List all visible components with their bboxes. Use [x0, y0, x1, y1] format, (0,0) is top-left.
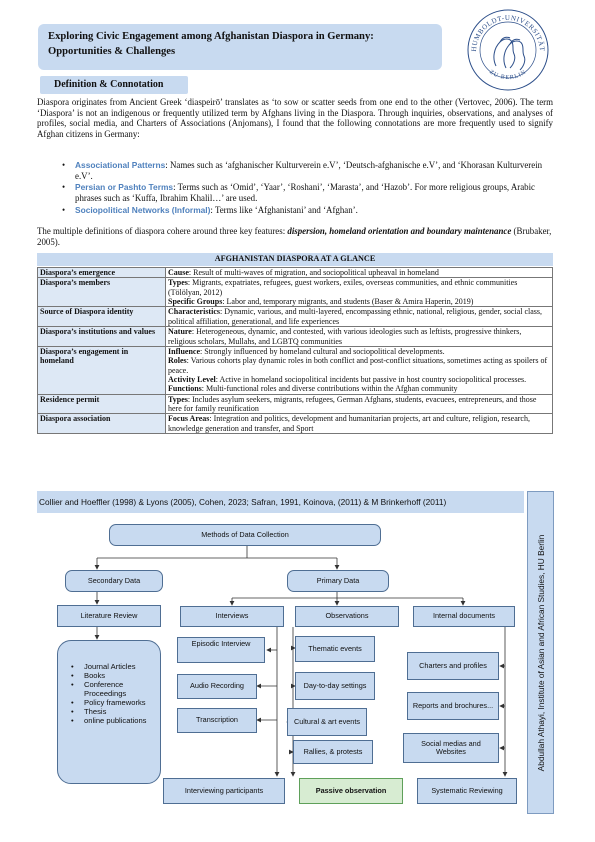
- table-row: [38, 414, 553, 434]
- term-label: Associational Patterns: [75, 160, 166, 170]
- literature-review-node: Literature Review: [57, 605, 161, 627]
- title-line-2: Opportunities & Challenges: [48, 45, 176, 57]
- passive-observation-node: Passive observation: [299, 778, 403, 804]
- row-value: Cause: Result of multi-waves of migration, and sociopolitical upheaval in homeland: [166, 268, 553, 278]
- methods-diagram: [37, 514, 524, 816]
- table-row: [38, 268, 553, 278]
- transcription-node: Transcription: [177, 708, 257, 733]
- list-item: • Books: [84, 672, 156, 681]
- outro-paragraph: [37, 226, 553, 247]
- row-key: Diaspora association: [38, 414, 166, 434]
- term-text: : Terms like ‘Afghanistani’ and ‘Afghan’.: [210, 204, 358, 215]
- title-line-1: Exploring Civic Engagement among Afghanistan Diaspora in Germany:: [48, 31, 374, 42]
- row-value: Types: Migrants, expatriates, refugees, guest workers, exiles, overseas communities, and ethnic communities (Tölölyan, 2012) Specific Groups: Labor and, temporary migrants, and students (Baser & Amira Haperin, 2019): [166, 278, 553, 307]
- glance-table: [37, 267, 553, 434]
- svg-text:ZU BERLIN: ZU BERLIN: [488, 69, 528, 82]
- outro-emphasis: dispersion, homeland orientation and boundary maintenance: [287, 226, 512, 236]
- table-row: [38, 394, 553, 414]
- methods-of-data-collection-node: Methods of Data Collection: [109, 524, 381, 546]
- row-key: Residence permit: [38, 394, 166, 414]
- row-key: Source of Diaspora identity: [38, 307, 166, 327]
- author-note: Abdullah Athayi, Institute of Asian and African Studies, HU Berlin: [535, 534, 546, 771]
- row-value: Focus Areas: Integration and politics, development and humanitarian projects, art and culture, religion, research, knowledge generation and transfer, and Sport: [166, 414, 553, 434]
- row-key: Diaspora’s institutions and values: [38, 327, 166, 347]
- list-item: [62, 160, 554, 181]
- interviews-node: Interviews: [180, 606, 284, 627]
- list-item: [62, 182, 554, 203]
- term-text: : Terms such as ‘Omid’, ‘Yaar’, ‘Roshani’, ‘Marasta’, and ‘Hazob’. For more religious groups, Arabic phrases such as ‘Kuffa, Ibrahim Khalil…’ are used.: [75, 182, 535, 204]
- row-value: Types: Includes asylum seekers, migrants, refugees, German Afghans, students, evacuees, entrepreneurs, and those here for family reunification: [166, 394, 553, 414]
- reports-brochures-node: Reports and brochures...: [407, 692, 499, 720]
- outro-tail: (Brubaker, 2005).: [37, 226, 552, 247]
- poster-title: [38, 24, 442, 70]
- list-item: [62, 205, 554, 216]
- internal-documents-node: Internal documents: [413, 606, 515, 627]
- observations-node: Observations: [295, 606, 399, 627]
- row-key: Diaspora’s engagement in homeland: [38, 346, 166, 394]
- citation-bar: Collier and Hoeffler (1998) & Lyons (2005), Cohen, 2023; Safran, 1991, Koinova, (2011) & M Brinkerhoff (2011): [37, 491, 524, 513]
- audio-recording-node: Audio Recording: [177, 674, 257, 699]
- list-item: • online publications: [84, 717, 156, 726]
- table-row: [38, 346, 553, 394]
- cultural-art-events-node: Cultural & art events: [287, 708, 367, 736]
- connotation-list: [62, 160, 554, 217]
- social-media-websites-node: Social medias and Websites: [403, 733, 499, 763]
- university-seal-logo: [466, 8, 550, 92]
- svg-text:HUMBOLDT-UNIVERSITÄT: HUMBOLDT-UNIVERSITÄT: [469, 13, 547, 52]
- secondary-data-node: Secondary Data: [65, 570, 163, 592]
- list-item: • Conference Proceedings: [84, 681, 156, 699]
- list-item: • Journal Articles: [84, 663, 156, 672]
- author-sidebar: [527, 491, 554, 814]
- table-row: [38, 278, 553, 307]
- thematic-events-node: Thematic events: [295, 636, 375, 662]
- row-value: Nature: Heterogeneous, dynamic, and contested, with various ideologies such as leftists, progressive thinkers, religious scholars, Mullahs, and LGBTQ communities: [166, 327, 553, 347]
- section-label: Definition & Connotation: [40, 76, 188, 94]
- table-row: [38, 327, 553, 347]
- episodic-interview-node: Episodic Interview: [177, 637, 265, 663]
- row-value: Influence: Strongly influenced by homeland cultural and sociopolitical developments. Roles: Various cohorts play dynamic roles in both conflict and post-conflict situations, sometimes acting as spoilers of peace. Activity Level: Active in homeland sociopolitical incidents but passive in host country sociopolitical processes. Functions: Multi-functional roles and diverse contributions within the Afghan community: [166, 346, 553, 394]
- list-item: • Policy frameworks: [84, 699, 156, 708]
- term-label: Persian or Pashto Terms: [75, 182, 174, 193]
- table-heading: AFGHANISTAN DIASPORA AT A GLANCE: [37, 253, 553, 266]
- outro-lead: The multiple definitions of diaspora cohere around three key features:: [37, 226, 288, 236]
- rallies-protests-node: Rallies, & protests: [293, 740, 373, 764]
- row-value: Characteristics: Dynamic, various, and multi-layered, encompassing ethnic, national, religious, gender, social class, political affiliation, generational, and life experiences: [166, 307, 553, 327]
- row-key: Diaspora’s members: [38, 278, 166, 307]
- literature-sources-list: [57, 640, 161, 784]
- list-item: • Thesis: [84, 708, 156, 717]
- intro-paragraph: Diaspora originates from Ancient Greek ‘diaspeirō’ translates as ‘to sow or scatter seeds from one end to the other (Vertovec, 2006). The term ‘Diaspora’ is not an indigenous or frequently utilized term by Afghans living in the Diaspora. Through inquiries, observations, and analyses of profiles, social media, and Charters of Associations (Anjomans), I found that the following connotations are more frequently used to signify Afghan citizens in Germany:: [37, 97, 553, 139]
- systematic-reviewing-node: Systematic Reviewing: [417, 778, 517, 804]
- term-text: : Names such as ‘afghanischer Kulturverein e.V’, ‘Deutsch-afghanische e.V’, and ‘Khorasan Kulturverein e.V’.: [75, 160, 543, 181]
- day-to-day-settings-node: Day-to-day settings: [295, 672, 375, 700]
- table-row: [38, 307, 553, 327]
- term-label: Sociopolitical Networks (Informal): [75, 204, 211, 215]
- primary-data-node: Primary Data: [287, 570, 389, 592]
- interviewing-participants-node: Interviewing participants: [163, 778, 285, 804]
- charters-profiles-node: Charters and profiles: [407, 652, 499, 680]
- row-key: Diaspora’s emergence: [38, 268, 166, 278]
